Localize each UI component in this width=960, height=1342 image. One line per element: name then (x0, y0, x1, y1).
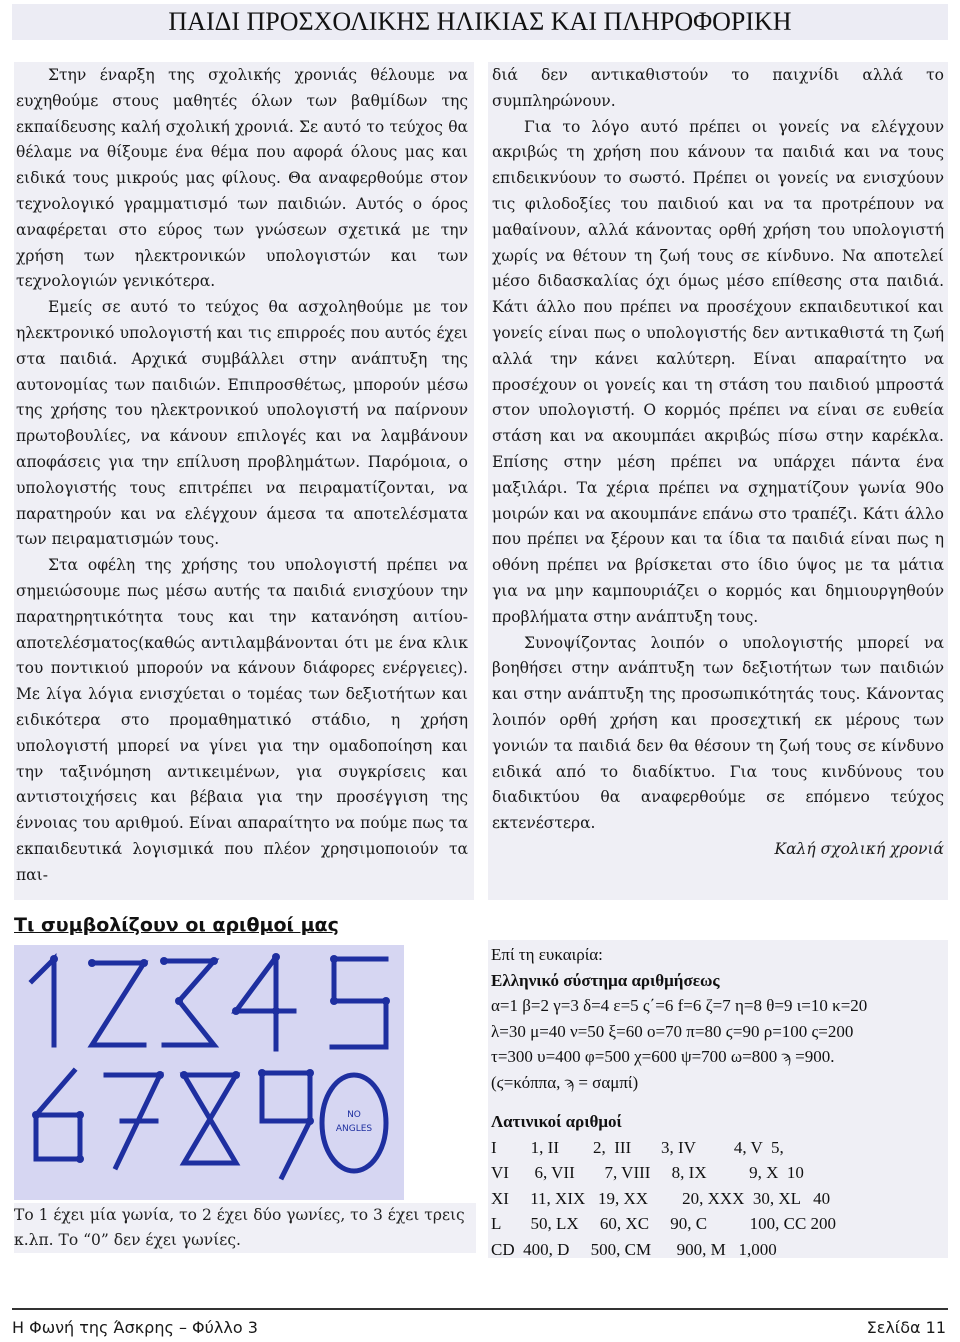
right-article-column (492, 63, 944, 863)
digit-6-shape (36, 1071, 80, 1159)
numbers-caption: Το 1 έχει μία γωνία, το 2 έχει δύο γωνίες, το 3 έχει τρεις κ.λπ. Το “0” δεν έχει γωνίες. (14, 1203, 476, 1253)
digit-8-shape (184, 1075, 236, 1163)
footer-page-number: Σελίδα 11 (866, 1318, 946, 1337)
left-article-column (16, 63, 468, 889)
digit-5-shape (332, 959, 386, 1047)
no-angles-label-line1: NO (347, 1110, 361, 1120)
digit-2-shape (92, 963, 144, 1045)
digit-1-shape (32, 959, 54, 1045)
greek-system-heading: Ελληνικό σύστημα αριθμήσεως (491, 970, 720, 990)
latin-row-3: XI 11, XIX 19, XX 20, XXX 30, XL 40 (491, 1188, 831, 1208)
right-paragraph-1: διά δεν αντικαθιστούν το παιχνίδι αλλά το συμπληρώνουν. (492, 66, 944, 110)
latin-row-5: CD 400, D 500, CM 900, M 1,000 (491, 1239, 777, 1259)
latin-row-4: L 50, LX 60, XC 90, C 100, CC 200 (491, 1214, 837, 1233)
right-paragraph-2: Για το λόγο αυτό πρέπει οι γονείς να ελέγχουν ακριβώς τη χρήση που κάνουν τα παιδιά και να τους επιδεικνύουν το σωστό. Πρέπει οι γονείς να ενισχύουν τις φιλοδοξίες του παιδιού και να τα προτρέπουν να μαθαίνουν, αλλά κάνοντας ορθή χρήση του υπολογιστή χωρίς να θέτουν τη ζωή τους σε κίνδυνο. Να αποτελεί μέσο διδασκαλίας όχι όμως μέσο επίθεσης στα παιδιά. Κάτι άλλο που πρέπει να προσέχουν εκπαιδευτικοί και γονείς είναι πως ο υπολογιστής δεν αντικαθιστά τη ζωή αλλά την κάνει καλύτερη. Είναι απαραίτητο να προσέχουν οι γονείς και τη στάση του παιδιού μπροστά στον υπολογιστή. Ο κορμός πρέπει να είναι σε ευθεία στάση και να ακουμπάει ακριβώς πίσω στην καρέκλα. Επίσης στην μέση πρέπει να υπάρχει πάντα ένα μαξιλάρι. Τα χέρια πρέπει να σχηματίζουν γωνία 90ο μοιρών και να ακουμπάνε επάνω στο τραπέζι. Κάτι άλλο που πρέπει να ξέρουν και τα ίδια τα παιδιά είναι πως η οθόνη πρέπει να βρίσκεται στο ίδιο ύψος με τα μάτια για να μην καμπουριάζει ο κορμός και δημιουργηθούν προβλήματα στην ανάπτυξη τους. (492, 117, 944, 626)
signoff: Καλή σχολική χρονιά (774, 839, 944, 858)
digit-9-shape (262, 1073, 310, 1177)
numeral-systems-text (491, 942, 946, 1262)
page-title: ΠΑΙΔΙ ΠΡΟΣΧΟΛΙΚΗΣ ΗΛΙΚΙΑΣ ΚΑΙ ΠΛΗΡΟΦΟΡΙΚΗ (12, 4, 948, 40)
greek-line-4: (ϛ=κόππα, ϡ = σαμπί) (491, 1072, 639, 1092)
footer-publication: Η Φωνή της Άσκρης – Φύλλο 3 (12, 1318, 258, 1337)
info-intro: Επί τη ευκαιρία: (491, 945, 603, 964)
latin-row-2: VI 6, VII 7, VIII 8, IX 9, X 10 (491, 1163, 804, 1182)
digit-0-shape (322, 1075, 386, 1171)
left-paragraph-3: Στα οφέλη της χρήσης του υπολογιστή πρέπει να σημειώσουμε πως μέσω αυτής τα παιδιά ενισχύουν την παρατηρητικότητα τους και την κατανόηση αιτίου-αποτελέσματος(καθώς αντιλαμβάνονται ότι με ένα κλικ του ποντικιού μπορούν να κάνουν διάφορες ενέργειες). Με λίγα λόγια ενισχύεται ο τομέας των δεξιοτήτων και ειδικότερα στο προμαθηματικό στάδιο, η χρήση υπολογιστή μπορεί να γίνει για την ομαδοποίηση και την ταξινόμηση αντικειμένων, για συγκρίσεις και αντιστοιχήσεις και βέβαια για την προσέγγιση της έννοιας του αριθμού. Είναι απαραίτητο να πούμε πως τα εκπαιδευτικά λογισμικά που πλέον χρησιμοποιούν τα παι- (16, 556, 468, 884)
numbers-section-heading: Τι συμβολίζουν οι αριθμοί μας (14, 914, 339, 936)
no-angles-label-line2: ANGLES (335, 1124, 373, 1134)
digit-4-shape (236, 957, 294, 1049)
angle-digits-illustration (14, 945, 404, 1200)
greek-line-2: λ=30 μ=40 ν=50 ξ=60 ο=70 π=80 ϛ=90 ρ=100 ς=200 (491, 1021, 854, 1041)
greek-line-1: α=1 β=2 γ=3 δ=4 ε=5 ς΄=6 f=6 ζ=7 η=8 θ=9 ι=10 κ=20 (491, 996, 868, 1015)
left-paragraph-1: Στην έναρξη της σχολικής χρονιάς θέλουμε να ευχηθούμε στους μαθητές όλων των βαθμίδων της εκπαίδευσης καλή σχολική χρονιά. Σε αυτό το τεύχος θα θέλαμε να θίξουμε ένα θέμα που αφορά όλους μας και ειδικά τους μικρούς μας φίλους. Θα αναφερθούμε στον τεχνολογικό γραμματισμό των παιδιών. Αυτός ο όρος αναφέρεται στο εύρος των γνώσεων σχετικά με την χρήση των ηλεκτρονικών υπολογιστών και των τεχνολογιών γενικότερα. (16, 66, 468, 291)
digit-3-shape (164, 961, 214, 1045)
digit-7-shape (106, 1075, 160, 1167)
latin-numerals-heading: Λατινικοί αριθμοί (491, 1112, 622, 1131)
angle-digits-svg (14, 945, 404, 1200)
latin-row-1: I 1, II 2, III 3, IV 4, V 5, (491, 1137, 784, 1157)
footer-divider (12, 1308, 948, 1310)
left-paragraph-2: Εμείς σε αυτό το τεύχος θα ασχοληθούμε με τον ηλεκτρονικό υπολογιστή και τις επιρροές που αυτός έχει στα παιδιά. Αρχικά συμβάλλει στην ανάπτυξη της αυτονομίας των παιδιών. Επιπροσθέτως, μπορούν μέσω της χρήσης του ηλεκτρονικού υπολογιστή να παίρνουν πρωτοβουλίες, να κάνουν επιλογές και να λαμβάνουν αποφάσεις για την επίλυση προβλημάτων. Παρόμοια, ο υπολογιστής τους επιτρέπει να πειραματίζονται, να παρατηρούν και να ελέγχουν άμεσα τα αποτελέσματα των πειραματισμών τους. (16, 298, 468, 549)
right-paragraph-3: Συνοψίζοντας λοιπόν ο υπολογιστής μπορεί να βοηθήσει στην ανάπτυξη των δεξιοτήτων των παιδιών και στην ανάπτυξη της προσωπικότητάς τους. Κάνοντας λοιπόν ορθή χρήση και προσεχτική εκ μέρους των γονιών τα παιδιά δεν θα θέσουν τη ζωή τους σε κίνδυνο ειδικά από το διαδίκτυο. Για τους κινδύνους του διαδικτύου θα αναφερθούμε σε επόμενο τεύχος εκτενέστερα. (492, 633, 944, 833)
greek-line-3: τ=300 υ=400 φ=500 χ=600 ψ=700 ω=800 ϡ =900. (491, 1047, 835, 1066)
